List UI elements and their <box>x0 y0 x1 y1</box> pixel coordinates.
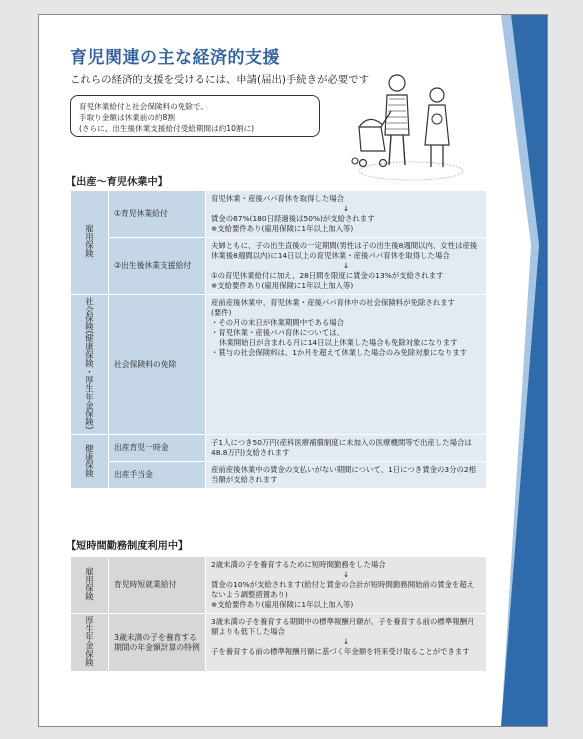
table-row <box>71 435 487 462</box>
table-row <box>71 238 487 295</box>
item-cell: 社会保険料の免除 <box>109 295 206 435</box>
description-cell: 夫婦ともに、子の出生直後の一定期間(男性は子の出生後8週間以内、女性は産後休業後8週間以内)に14日以上の育児休業・産後パパ育休を取得した場合 ↓ ①の育児休業給付に加え、28日間を限度に賃金の13%が支給されます ※支給要件あり(雇用保険に1年以上加入等) <box>206 238 487 295</box>
decorative-stripe <box>501 15 547 726</box>
table-row <box>71 557 487 614</box>
summary-note <box>70 95 320 137</box>
page-subtitle: これらの経済的支援を受けるには、申請(届出)手続きが必要です <box>70 74 370 86</box>
description-cell: 育児休業・産後パパ育休を取得した場合 ↓ 賃金の67%(180日経過後は50%)が支給されます ※支給要件あり(雇用保険に1年以上加入等) <box>206 191 487 238</box>
down-arrow-icon: ↓ <box>342 570 350 579</box>
table-row <box>71 462 487 489</box>
item-cell: 3歳未満の子を養育する期間の年金額計算の特例 <box>109 614 206 672</box>
note-line: 育児休業給付と社会保険料の免除で、 <box>79 102 208 111</box>
description-cell: 産前産後休業中の賃金の支払いがない期間について、1日につき賃金の3分の2相当額が支給されます <box>206 462 487 489</box>
table-row <box>71 295 487 435</box>
category-cell: 健康保険 <box>71 435 109 489</box>
item-cell: 出産育児一時金 <box>109 435 206 462</box>
section-heading: 【出産〜育児休業中】 <box>66 177 168 188</box>
description-cell: 2歳未満の子を養育するために短時間勤務をした場合 ↓ 賃金の10%が支給されます(給付と賃金の合計が短時間勤務開始前の賃金を超えないよう調整措置あり) ※支給要件あり(雇用保険に1年以上加入等) <box>206 557 487 614</box>
category-cell: 厚生年金保険 <box>71 614 109 672</box>
family-illustration <box>351 65 471 183</box>
down-arrow-icon: ↓ <box>342 261 350 270</box>
short-hours-table <box>70 556 487 672</box>
description-cell: 子1人につき50万円(産科医療補償制度に未加入の医療機関等で出産した場合は48.8万円)支給されます <box>206 435 487 462</box>
birth-leave-table <box>70 190 487 489</box>
item-cell: 出産手当金 <box>109 462 206 489</box>
description-cell: 産前産後休業中、育児休業・産後パパ育休中の社会保険料が免除されます (要件) ・その月の末日が休業期間中である場合 ・育児休業・産後パパ育休については、 休業開始日が含まれる月に14日以上休業した場合も免除対象になります ・賞与の社会保険料は、1か月を超えて休業した場合のみ免除対象になります <box>206 295 487 435</box>
section-heading: 【短時間勤務制度利用中】 <box>66 541 189 552</box>
category-cell: 雇用保険 <box>71 557 109 614</box>
item-cell: ①育児休業給付 <box>109 191 206 238</box>
item-cell: ②出生後休業支援給付 <box>109 238 206 295</box>
document-page <box>38 14 548 727</box>
table-row <box>71 614 487 672</box>
category-cell: 雇用保険 <box>71 191 109 295</box>
page-title: 育児関連の主な経済的支援 <box>70 48 280 68</box>
table-row <box>71 191 487 238</box>
item-cell: 育児時短就業給付 <box>109 557 206 614</box>
category-cell: 社会保険(健康保険・厚生年金保険) <box>71 295 109 435</box>
note-line: 手取り金額は休業前の約8割 <box>79 113 175 122</box>
down-arrow-icon: ↓ <box>342 637 350 646</box>
description-cell: 3歳未満の子を養育する期間中の標準報酬月額が、子を養育する前の標準報酬月額よりも低下した場合 ↓ 子を養育する前の標準報酬月額に基づく年金額を将来受け取ることができます <box>206 614 487 672</box>
note-line: (さらに、出生後休業支援給付受給期間は約10割に) <box>79 124 255 133</box>
down-arrow-icon: ↓ <box>342 204 350 213</box>
